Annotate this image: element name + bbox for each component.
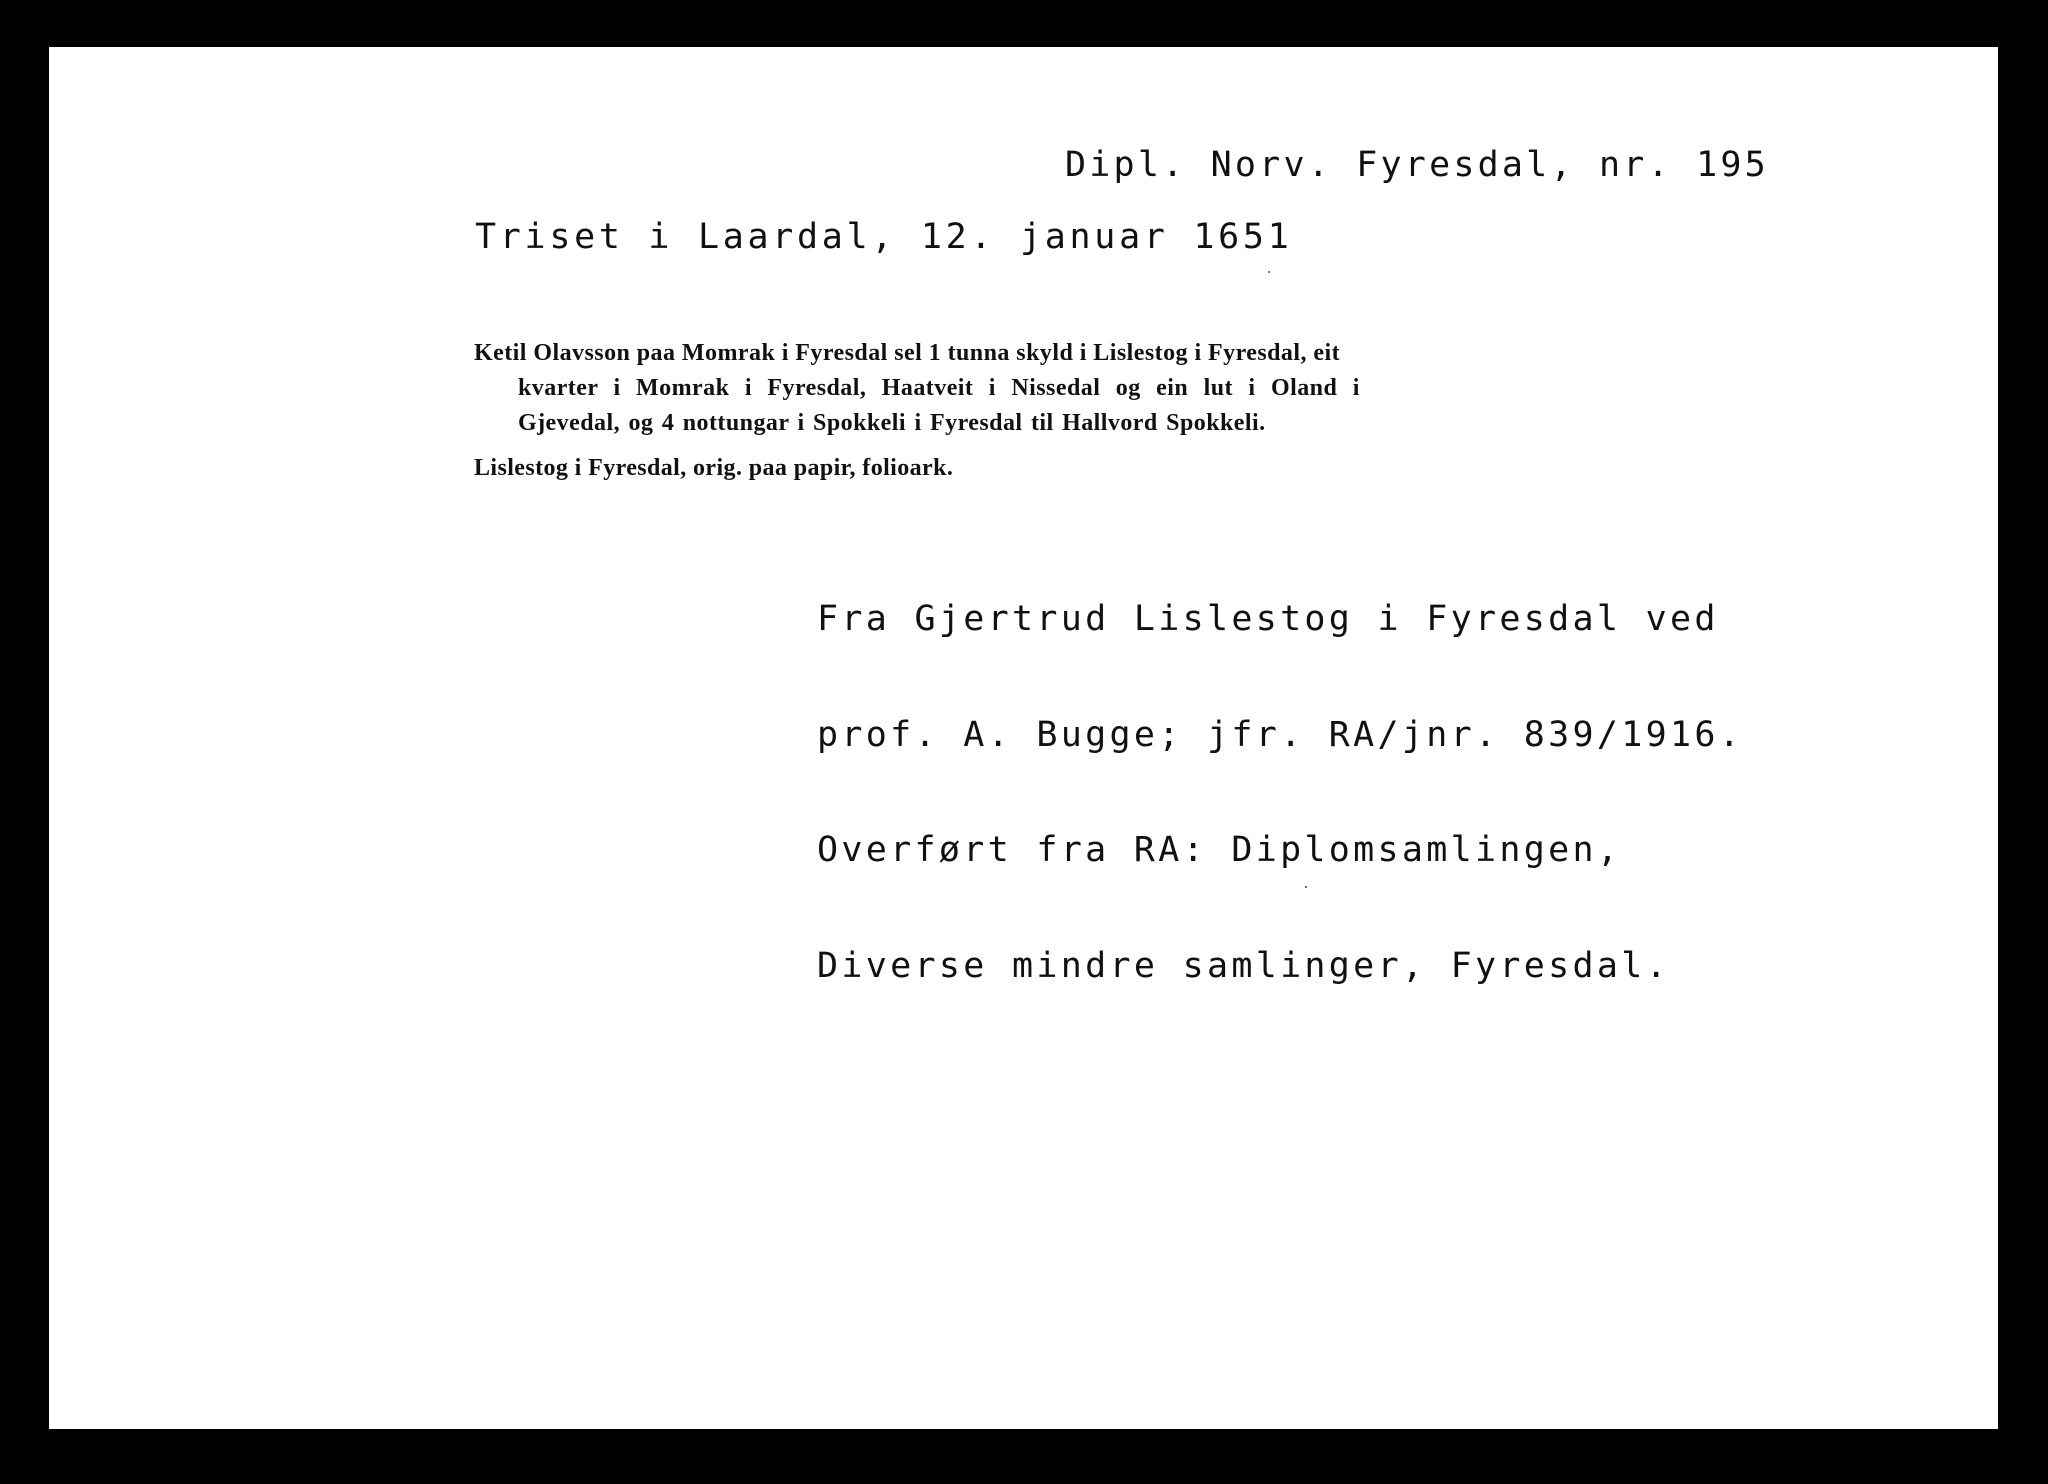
provenance-block [817, 523, 1743, 1062]
paper-speck [1305, 886, 1307, 888]
place-and-date: Triset i Laardal, 12. januar 1651 [475, 217, 1293, 257]
index-card [49, 47, 1998, 1429]
provenance-line: Diverse mindre samlinger, Fyresdal. [817, 945, 1671, 986]
provenance-line: Fra Gjertrud Lislestog i Fyresdal ved [817, 599, 1719, 639]
provenance-line: prof. A. Bugge; jfr. RA/jnr. 839/1916. [817, 714, 1744, 755]
summary-line: kvarter i Momrak i Fyresdal, Haatveit i Nissedal og ein lut i Oland i [518, 375, 1360, 401]
provenance-line: Overført fra RA: Diplomsamlingen, [817, 830, 1622, 870]
summary-line: Ketil Olavsson paa Momrak i Fyresdal sel 1 tunna skyld i Lislestog i Fyresdal, eit [474, 340, 1341, 366]
source-note: Lislestog i Fyresdal, orig. paa papir, folioark. [474, 455, 954, 481]
paper-speck [1268, 271, 1270, 273]
diploma-reference: Dipl. Norv. Fyresdal, nr. 195 [1065, 145, 1769, 185]
summary-line: Gjevedal, og 4 nottungar i Spokkeli i Fyresdal til Hallvord Spokkeli. [518, 410, 1266, 436]
